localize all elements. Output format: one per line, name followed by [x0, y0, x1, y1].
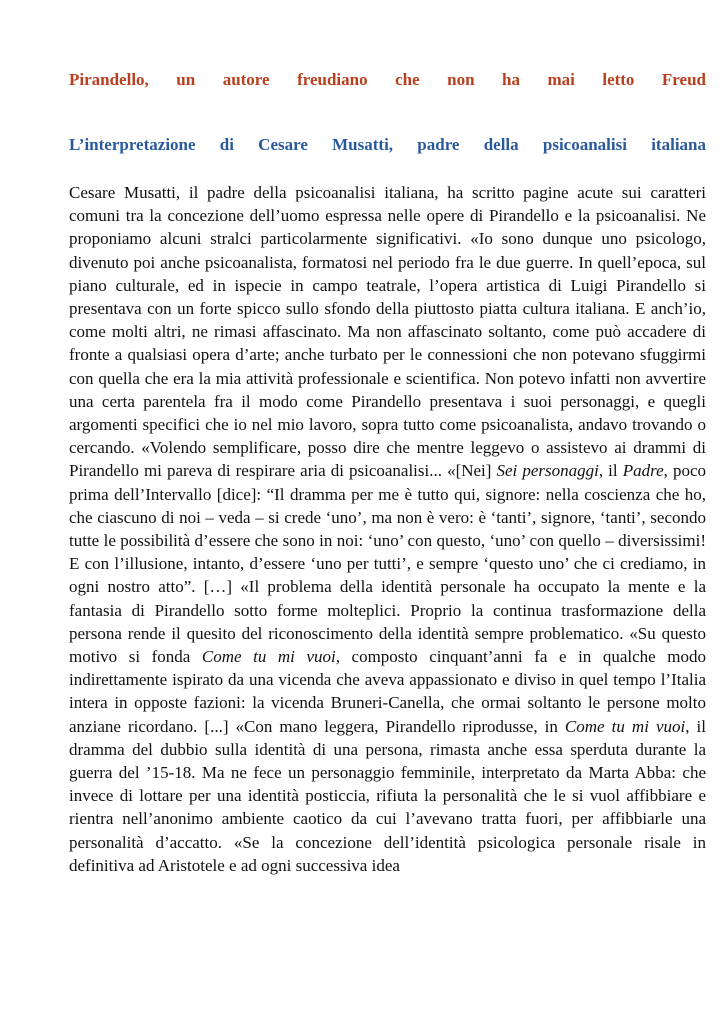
page-subtitle: L’interpretazione di Cesare Musatti, padre della psicoanalisi italiana	[69, 135, 706, 154]
body-text-segment: , il	[598, 461, 623, 481]
italic-word-padre: Padre	[622, 461, 664, 481]
italic-title-sei-personaggi: Sei personaggi	[496, 461, 599, 481]
body-text-segment: , il dramma del dubbio sulla identità di una persona, rimasta anche essa sperduta durante la guerra del ’15-18. Ma ne fece un personaggio femminile, interpretato da Marta Abba: che invece di lottare per una identità posticcia, rifiuta la personalità che le si vuol affibbiare e rientra nell’anonimo ambiente caotico da cui l’avevano tratta fuori, per affibbiarle una personalità d’accatto. «Se la concezione dell’identità psicologica personale risale in definitiva ad Aristotele e ad ogni successiva idea	[69, 716, 707, 875]
italic-title-come-tu-mi-vuoi: Come tu mi vuoi	[201, 647, 336, 667]
body-text-segment: Cesare Musatti, il padre della psicoanalisi italiana, ha scritto pagine acute sui caratteri comuni tra la concezione dell’uomo espressa nelle opere di Pirandello e la psicoanalisi. Ne proponiamo alcuni stralci particolarmente significativi. «Io sono dunque uno psicologo, divenuto poi anche psicoanalista, formatosi nel periodo fra le due guerre. In quell’epoca, sul piano culturale, ed in ispecie in campo teatrale, l’opera artistica di Luigi Pirandello si presentava con un forte spicco sullo sfondo della piuttosto piatta cultura italiana. E anch’io, come molti altri, ne rimasi affascinato. Ma non affascinato soltanto, come può accadere di fronte a qualsiasi opera d’arte; anche turbato per le connessioni che non potevano sfuggirmi con quella che era la mia attività professionale e scientifica. Non potevo infatti non avvertire una certa parentela fra il modo come Pirandello presentava i suoi personaggi, e quegli argomenti specifici che io nel mio lavoro, sopra tutto come psicoanalista, andavo trovando o cercando. «Volendo semplificare, posso dire che mentre leggevo o assistevo ai drammi di Pirandello mi pareva di respirare aria di psicoanalisi... «[Nei]	[69, 183, 706, 481]
body-paragraph	[69, 181, 706, 877]
body-text-segment: , poco prima dell’Intervallo [dice]: “Il dramma per me è tutto qui, signore: nella coscienza che ho, che ciascuno di noi – veda – si crede ‘uno’, ma non è vero: è ‘tanti’, signore, ‘tanti’, secondo tutte le possibilità d’essere che sono in noi: ‘uno’ con questo, ‘uno’ con quello – diversissimi! E con l’illusione, intanto, d’essere ‘uno per tutti’, e sempre ‘questo uno’ che ci crediamo, in ogni nostro atto”. […] «Il problema della identità personale ha occupato la mente e la fantasia di Pirandello sotto forme molteplici. Proprio la continua trasformazione della persona rende il quesito del riconoscimento della identità sempre problematico. «Su questo motivo si fonda	[69, 461, 706, 667]
italic-title-come-tu-mi-vuoi: Come tu mi vuoi	[564, 716, 686, 736]
page-title: Pirandello, un autore freudiano che non ha mai letto Freud	[69, 70, 706, 89]
body-text-segment: , composto cinquant’anni fa e in qualche modo indirettamente ispirato da una vicenda che aveva appassionato e diviso in quel tempo l’Italia intera in opposte fazioni: la vicenda Bruneri-Canella, che ormai soltanto le persone molto anziane ricordano. [...] «Con mano leggera, Pirandello riprodusse, in	[69, 647, 706, 736]
